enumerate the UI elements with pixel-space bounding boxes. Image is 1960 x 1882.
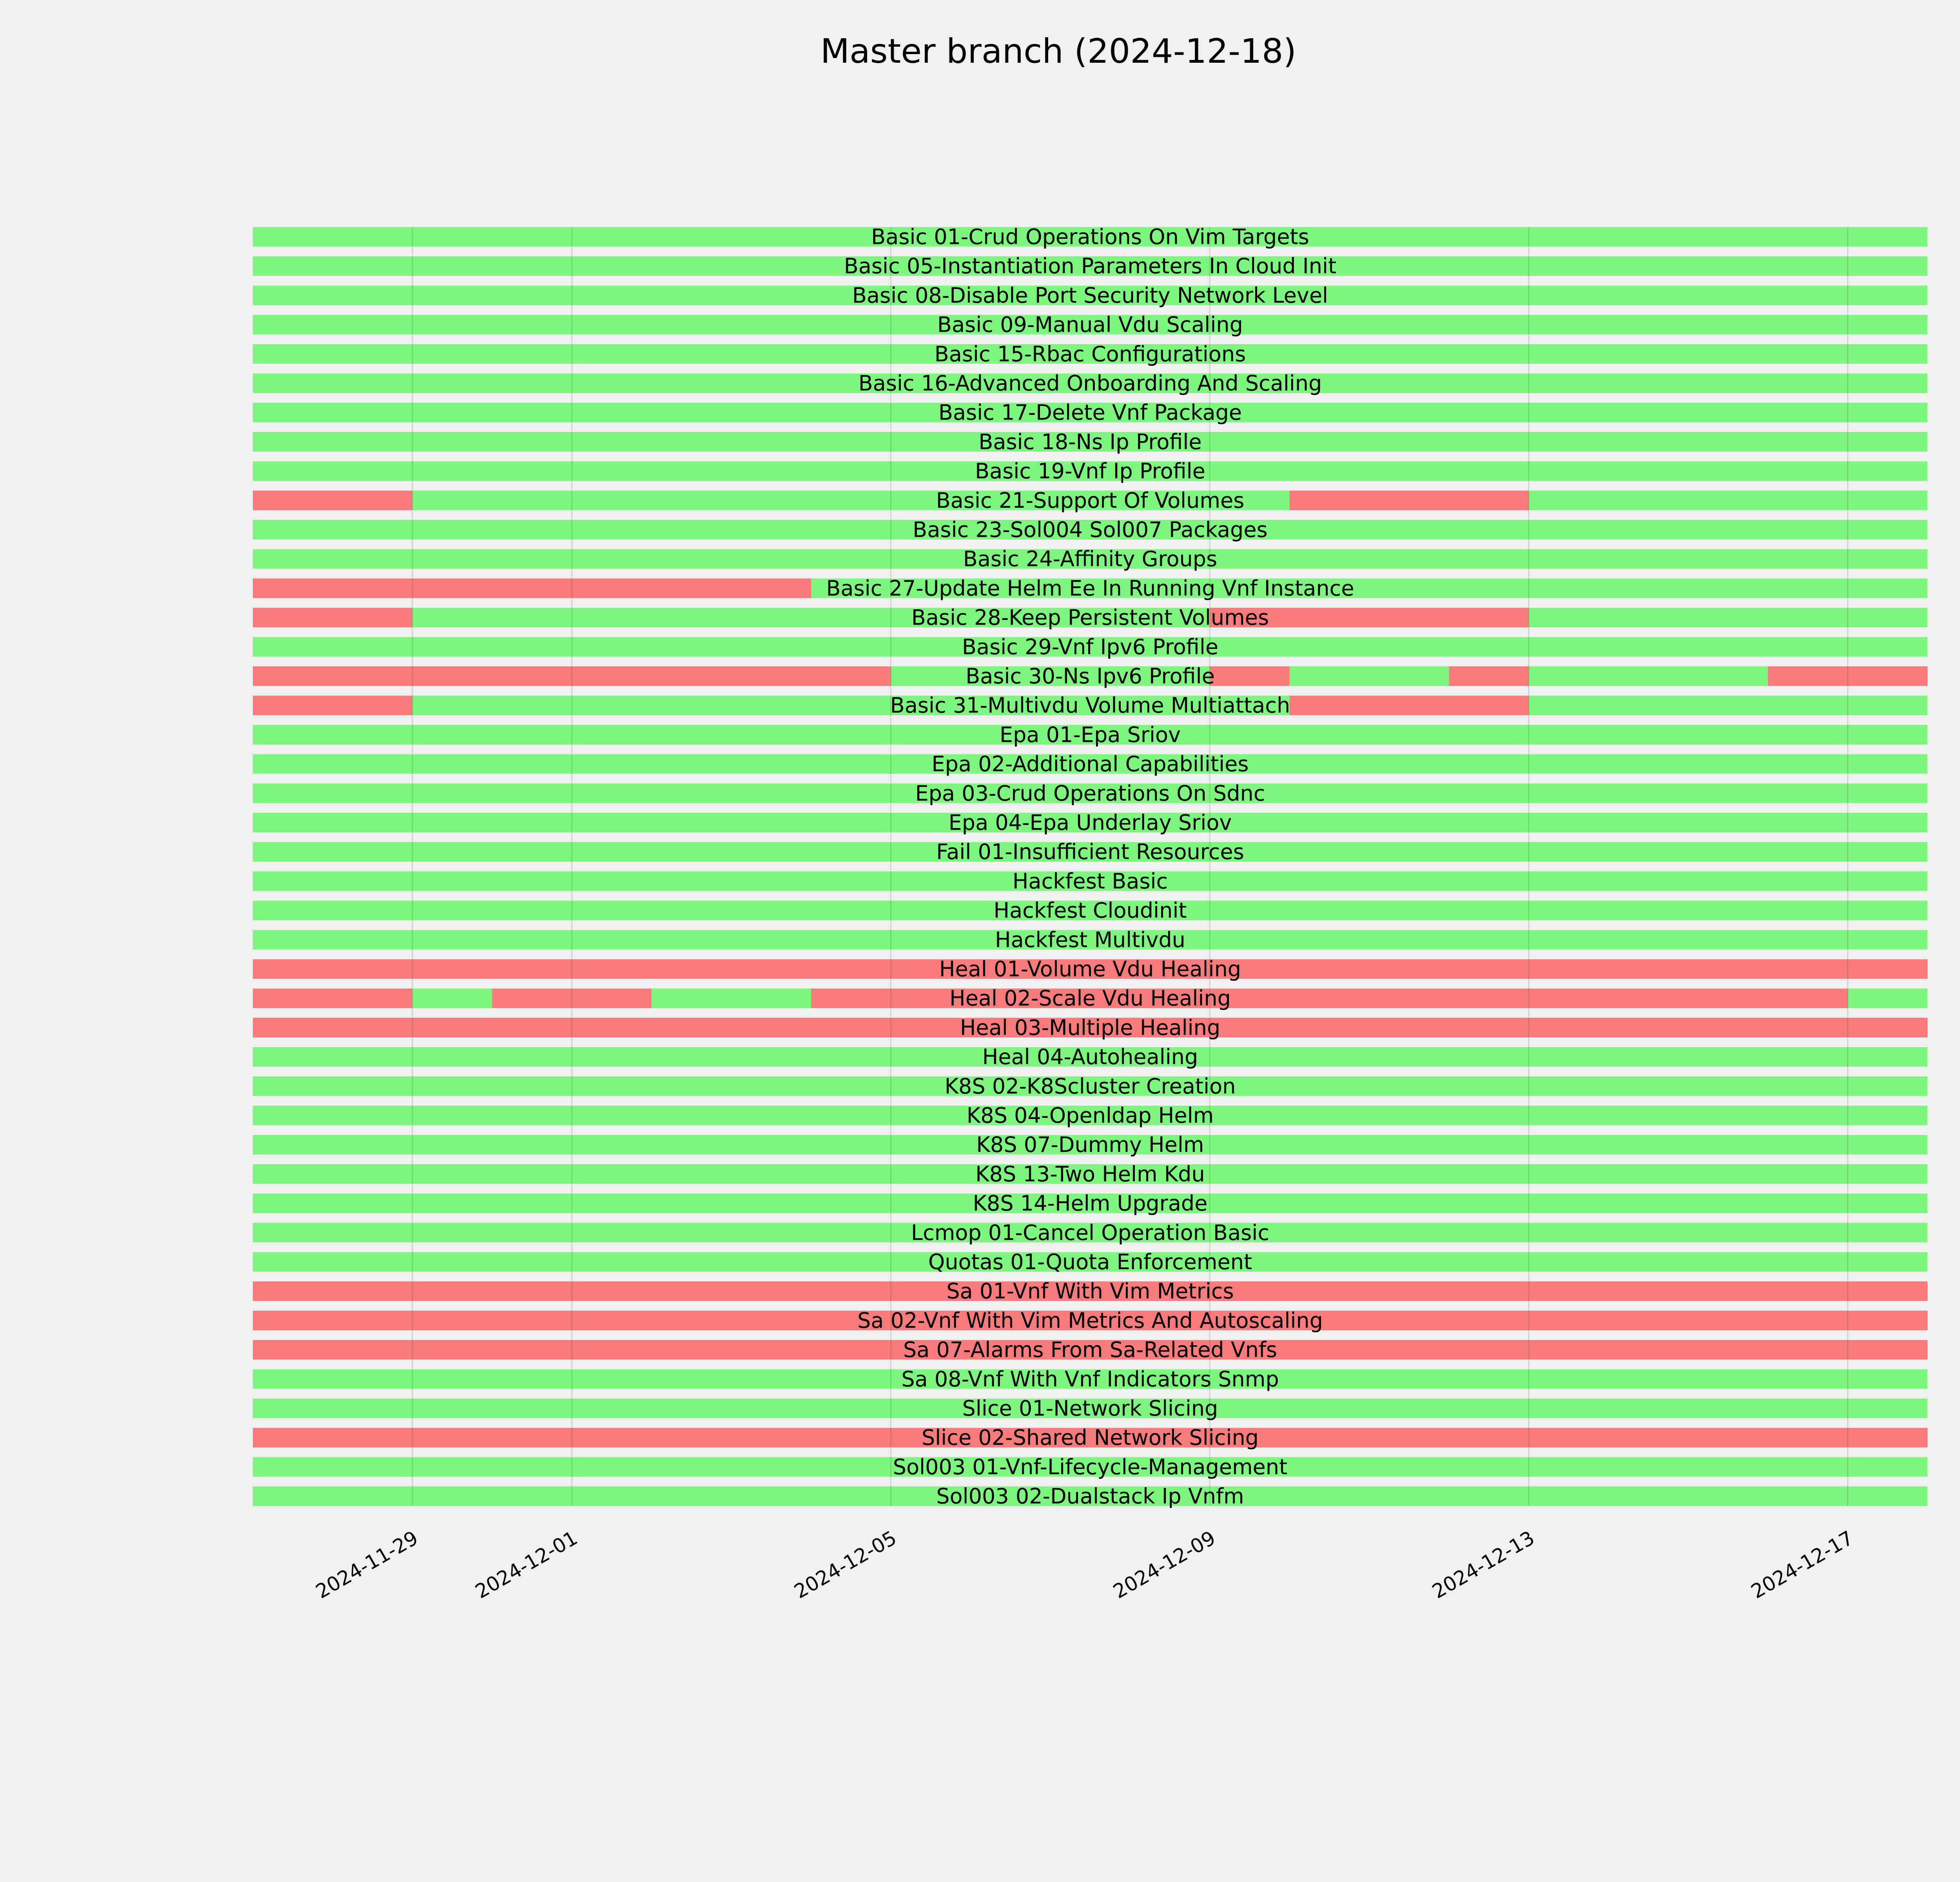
timeline-segment-pass [1529, 696, 1927, 715]
row-label: Fail 01-Insufficient Resources [936, 839, 1244, 865]
row-label: Sa 02-Vnf With Vim Metrics And Autoscaling [857, 1308, 1323, 1333]
row-label: Slice 01-Network Slicing [962, 1396, 1218, 1421]
timeline-segment-fail [253, 608, 412, 627]
row-label: Sa 07-Alarms From Sa-Related Vnfs [903, 1337, 1278, 1362]
timeline-segment-pass [1529, 608, 1927, 627]
x-tick-label: 2024-12-13 [1428, 1526, 1539, 1603]
row-label: Sol003 01-Vnf-Lifecycle-Management [893, 1454, 1288, 1479]
row-label: Heal 02-Scale Vdu Healing [949, 986, 1231, 1011]
row-label: Hackfest Cloudinit [993, 898, 1187, 923]
x-tick-label: 2024-12-17 [1747, 1526, 1857, 1603]
row-label: Sol003 02-Dualstack Ip Vnfm [936, 1484, 1244, 1509]
timeline-segment-fail [1290, 696, 1529, 715]
timeline-segment-fail [253, 988, 412, 1008]
row-label: Basic 23-Sol004 Sol007 Packages [913, 517, 1268, 542]
row-label: Basic 19-Vnf Ip Profile [975, 459, 1205, 484]
timeline-segment-pass [652, 988, 811, 1008]
row-label: K8S 02-K8Scluster Creation [944, 1074, 1236, 1099]
x-tick-label: 2024-12-01 [471, 1526, 582, 1603]
row-label: Epa 03-Crud Operations On Sdnc [915, 781, 1265, 806]
timeline-segment-fail [253, 696, 412, 715]
row-label: Basic 09-Manual Vdu Scaling [937, 312, 1243, 337]
chart-title: Master branch (2024-12-18) [820, 32, 1297, 71]
row-label: Basic 16-Advanced Onboarding And Scaling [858, 371, 1322, 396]
row-label: Slice 02-Shared Network Slicing [922, 1425, 1259, 1450]
row-label: Hackfest Basic [1012, 868, 1168, 894]
row-label: Epa 01-Epa Sriov [1000, 722, 1181, 747]
row-label: Lcmop 01-Cancel Operation Basic [911, 1220, 1270, 1245]
row-label: Basic 31-Multivdu Volume Multiattach [890, 693, 1290, 718]
row-label: K8S 13-Two Helm Kdu [975, 1161, 1205, 1186]
row-label: Basic 29-Vnf Ipv6 Profile [962, 634, 1219, 659]
row-label: Basic 01-Crud Operations On Vim Targets [871, 224, 1309, 249]
row-label: Sa 08-Vnf With Vnf Indicators Snmp [901, 1366, 1279, 1392]
timeline-segment-fail [253, 578, 811, 598]
timeline-segment-fail [1449, 667, 1528, 686]
x-tick-label: 2024-11-29 [312, 1526, 422, 1603]
timeline-segment-pass [1848, 988, 1927, 1008]
row-label: K8S 04-Openldap Helm [966, 1103, 1214, 1128]
row-label: Epa 02-Additional Capabilities [931, 752, 1249, 777]
timeline-segment-fail [253, 490, 412, 510]
timeline-segment-fail [1290, 490, 1529, 510]
row-label: Quotas 01-Quota Enforcement [928, 1250, 1252, 1274]
row-label: Heal 04-Autohealing [982, 1045, 1198, 1070]
row-label: K8S 07-Dummy Helm [976, 1132, 1204, 1157]
row-label: Basic 17-Delete Vnf Package [938, 400, 1242, 425]
row-label: Basic 24-Affinity Groups [963, 547, 1218, 572]
row-label: Basic 30-Ns Ipv6 Profile [965, 664, 1215, 688]
row-label: Basic 21-Support Of Volumes [936, 488, 1245, 513]
row-label: Basic 05-Instantiation Parameters In Cloud Init [844, 254, 1337, 279]
x-tick-label: 2024-12-05 [790, 1526, 900, 1603]
row-label: Basic 27-Update Helm Ee In Running Vnf Instance [826, 576, 1354, 601]
timeline-segment-fail [1210, 667, 1289, 686]
row-label: Basic 28-Keep Persistent Volumes [911, 605, 1269, 630]
timeline-segment-pass [412, 988, 492, 1008]
row-label: K8S 14-Helm Upgrade [973, 1191, 1208, 1216]
x-tick-label: 2024-12-09 [1109, 1526, 1220, 1603]
row-label: Heal 01-Volume Vdu Healing [939, 957, 1241, 981]
row-label: Basic 18-Ns Ip Profile [978, 429, 1202, 454]
row-label: Sa 01-Vnf With Vim Metrics [946, 1279, 1234, 1304]
timeline-segment-pass [1529, 490, 1927, 510]
row-label: Epa 04-Epa Underlay Sriov [948, 810, 1232, 835]
timeline-segment-pass [1290, 667, 1449, 686]
timeline-segment-pass [1529, 667, 1768, 686]
row-label: Hackfest Multivdu [995, 927, 1185, 952]
row-label: Basic 08-Disable Port Security Network Level [852, 283, 1328, 308]
row-label: Heal 03-Multiple Healing [960, 1015, 1221, 1040]
row-label: Basic 15-Rbac Configurations [934, 342, 1246, 367]
